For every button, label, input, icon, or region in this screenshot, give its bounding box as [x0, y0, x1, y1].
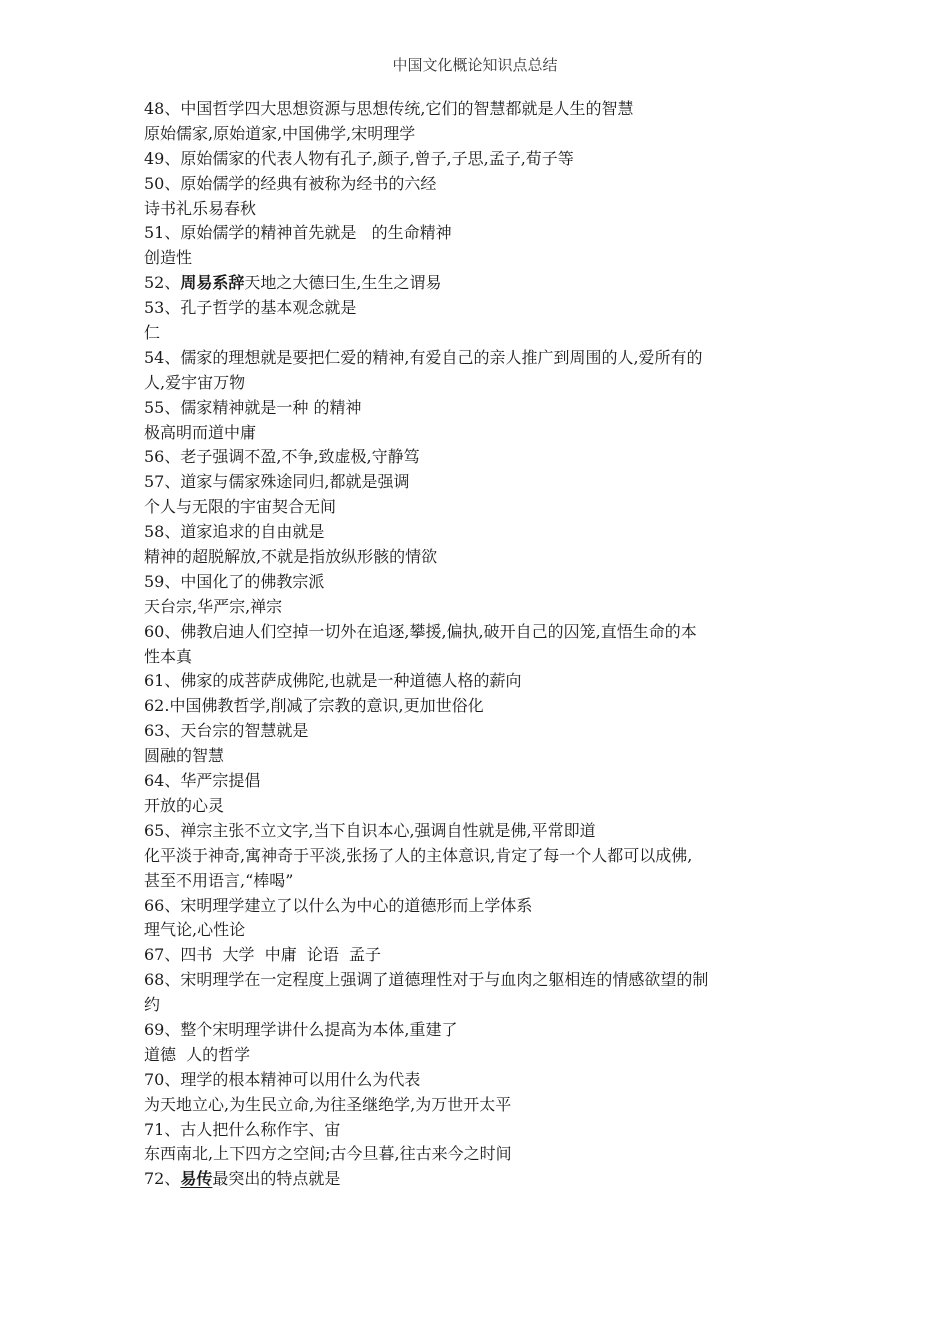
- text-line: 约: [144, 995, 161, 1015]
- bold-underlined-term: 易传: [180, 1169, 213, 1189]
- text-line: 个人与无限的宇宙契合无间: [144, 497, 337, 517]
- item-text: 天地之大德曰生,生生之谓易: [244, 273, 442, 293]
- text-line: 精神的超脱解放,不就是指放纵形骸的情欲: [144, 547, 438, 567]
- text-line: 天台宗,华严宗,禅宗: [144, 596, 283, 616]
- text-line: 71、古人把什么称作宇、宙: [144, 1119, 341, 1139]
- text-line-72: [144, 1167, 824, 1192]
- text-line: 64、华严宗提倡: [144, 771, 261, 791]
- text-line: 圆融的智慧: [144, 746, 225, 766]
- text-line: 仁: [144, 323, 161, 343]
- text-line: 人,爱宇宙万物: [144, 372, 246, 392]
- text-line: 诗书礼乐易春秋: [144, 198, 257, 218]
- text-line: 原始儒家,原始道家,中国佛学,宋明理学: [144, 123, 416, 143]
- text-line: 极高明而道中庸: [144, 422, 257, 442]
- text-line: 化平淡于神奇,寓神奇于平淡,张扬了人的主体意识,肯定了每一个人都可以成佛,: [144, 845, 693, 865]
- text-line: 67、四书 大学 中庸 论语 孟子: [144, 945, 382, 965]
- text-line: 57、道家与儒家殊途同归,都就是强调: [144, 472, 410, 492]
- text-line: 59、中国化了的佛教宗派: [144, 571, 325, 591]
- text-line-52: [144, 271, 824, 296]
- text-line: 理气论,心性论: [144, 920, 246, 940]
- text-line: 55、儒家精神就是一种 的精神: [144, 397, 362, 417]
- text-line: 甚至不用语言,“棒喝”: [144, 870, 294, 890]
- text-line: 68、宋明理学在一定程度上强调了道德理性对于与血肉之躯相连的情感欲望的制: [144, 970, 709, 990]
- item-number: 52、: [144, 273, 181, 293]
- text-line: 创造性: [144, 248, 193, 268]
- item-number: 72、: [144, 1169, 181, 1189]
- text-line: 48、中国哲学四大思想资源与思想传统,它们的智慧都就是人生的智慧: [144, 99, 634, 118]
- text-line: 49、原始儒家的代表人物有孔子,颜子,曾子,子思,孟子,荀子等: [144, 148, 574, 168]
- text-line: 60、佛教启迪人们空掉一切外在追逐,攀援,偏执,破开自己的囚笼,直悟生命的本: [144, 621, 697, 641]
- text-line: 62.中国佛教哲学,削减了宗教的意识,更加世俗化: [144, 696, 484, 716]
- bold-term: 周易系辞: [180, 273, 245, 293]
- text-line: 63、天台宗的智慧就是: [144, 721, 309, 741]
- text-line: 道德 人的哲学: [144, 1044, 251, 1064]
- document-body: [144, 97, 824, 1192]
- text-line: 53、孔子哲学的基本观念就是: [144, 298, 357, 318]
- text-line: 58、道家追求的自由就是: [144, 522, 325, 542]
- text-line: 东西南北,上下四方之空间;古今旦暮,往古来今之时间: [144, 1144, 512, 1164]
- text-line: 70、理学的根本精神可以用什么为代表: [144, 1069, 421, 1089]
- text-line: 50、原始儒学的经典有被称为经书的六经: [144, 173, 437, 193]
- text-line: 为天地立心,为生民立命,为往圣继绝学,为万世开太平: [144, 1094, 512, 1114]
- text-line: 54、儒家的理想就是要把仁爱的精神,有爱自己的亲人推广到周围的人,爱所有的: [144, 347, 703, 367]
- item-text: 最突出的特点就是: [212, 1169, 341, 1189]
- text-line: 66、宋明理学建立了以什么为中心的道德形而上学体系: [144, 895, 533, 915]
- text-line: 65、禅宗主张不立文字,当下自识本心,强调自性就是佛,平常即道: [144, 820, 596, 840]
- page-header: 中国文化概论知识点总结: [392, 56, 558, 74]
- text-line: 性本真: [144, 646, 193, 666]
- text-line: 61、佛家的成菩萨成佛陀,也就是一种道德人格的薪向: [144, 671, 522, 691]
- text-line: 69、整个宋明理学讲什么提高为本体,重建了: [144, 1019, 458, 1039]
- text-line: 56、老子强调不盈,不争,致虚极,守静笃: [144, 447, 420, 467]
- text-line: 开放的心灵: [144, 795, 225, 815]
- text-line: 51、原始儒学的精神首先就是 的生命精神: [144, 223, 452, 243]
